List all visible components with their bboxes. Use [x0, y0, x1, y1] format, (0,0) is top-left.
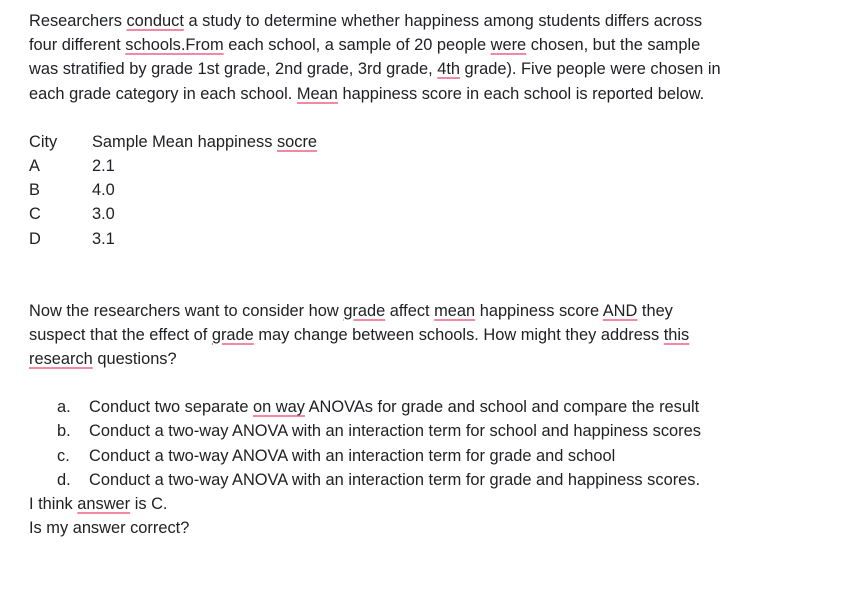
closing-paragraph — [29, 492, 829, 540]
spellcheck-word[interactable]: were — [490, 36, 527, 55]
spellcheck-word[interactable]: research — [29, 350, 93, 369]
table-row — [29, 202, 829, 226]
spellcheck-word[interactable]: mean — [434, 301, 476, 320]
spellcheck-word[interactable]: grade — [343, 301, 386, 320]
spacer — [29, 106, 829, 130]
option-label: d. — [57, 470, 71, 489]
option-label: c. — [57, 446, 70, 465]
intro-paragraph — [29, 9, 829, 106]
document-body — [29, 9, 829, 540]
header-value: Sample Mean happiness socre — [92, 132, 318, 151]
intro-line-3: was stratified by grade 1st grade, 2nd grade, 3rd grade, 4th grade). Five people were chosen in — [29, 60, 721, 79]
intro-line-1: Researchers conduct a study to determine whether happiness among students differs across — [29, 12, 703, 30]
spellcheck-word[interactable]: answer — [77, 495, 131, 513]
spellcheck-word[interactable]: this — [663, 325, 690, 344]
option-b: b. Conduct a two-way ANOVA with an interaction term for school and happiness scores — [57, 419, 829, 443]
question-line-2: suspect that the effect of grade may change between schools. How might they address this — [29, 325, 690, 344]
spellcheck-word[interactable]: schools.From — [125, 36, 224, 55]
spellcheck-word[interactable]: grade — [211, 325, 254, 344]
question-line-1: Now the researchers want to consider how grade affect mean happiness score AND they — [29, 301, 673, 320]
city-cell: C — [29, 205, 41, 224]
option-c: c. Conduct a two-way ANOVA with an interaction term for grade and school — [57, 444, 829, 468]
closing-line-2: Is my answer correct? — [29, 519, 190, 538]
spellcheck-word[interactable]: AND — [602, 301, 638, 320]
spellcheck-word[interactable]: Mean — [296, 84, 338, 103]
spellcheck-word[interactable]: conduct — [126, 12, 184, 30]
city-cell: A — [29, 156, 40, 175]
city-cell: D — [29, 229, 41, 248]
table-row — [29, 154, 829, 178]
header-city: City — [29, 132, 58, 151]
spacer — [29, 251, 829, 299]
table-header — [29, 130, 829, 154]
value-cell: 3.1 — [92, 229, 115, 248]
intro-line-2: four different schools.From each school, a sample of 20 people were chosen, but the sample — [29, 36, 701, 55]
table-row — [29, 227, 829, 251]
spacer — [29, 371, 829, 395]
option-a: a. Conduct two separate on way ANOVAs for grade and school and compare the result — [57, 395, 829, 419]
spellcheck-word[interactable]: on way — [253, 398, 305, 417]
option-label: a. — [57, 398, 71, 417]
closing-line-1: I think answer is C. — [29, 495, 168, 513]
city-cell: B — [29, 181, 40, 200]
value-cell: 2.1 — [92, 156, 115, 175]
option-label: b. — [57, 422, 71, 441]
intro-line-4: each grade category in each school. Mean happiness score in each school is reported below. — [29, 84, 705, 103]
spellcheck-word[interactable]: socre — [276, 132, 318, 151]
table-row — [29, 178, 829, 202]
question-line-3: research questions? — [29, 350, 177, 369]
value-cell: 3.0 — [92, 205, 115, 224]
option-d: d. Conduct a two-way ANOVA with an interaction term for grade and happiness scores. — [57, 468, 829, 492]
spellcheck-word[interactable]: 4th — [437, 60, 460, 79]
answer-options — [29, 395, 829, 492]
happiness-table — [29, 130, 829, 251]
value-cell: 4.0 — [92, 181, 115, 200]
question-paragraph — [29, 299, 829, 372]
